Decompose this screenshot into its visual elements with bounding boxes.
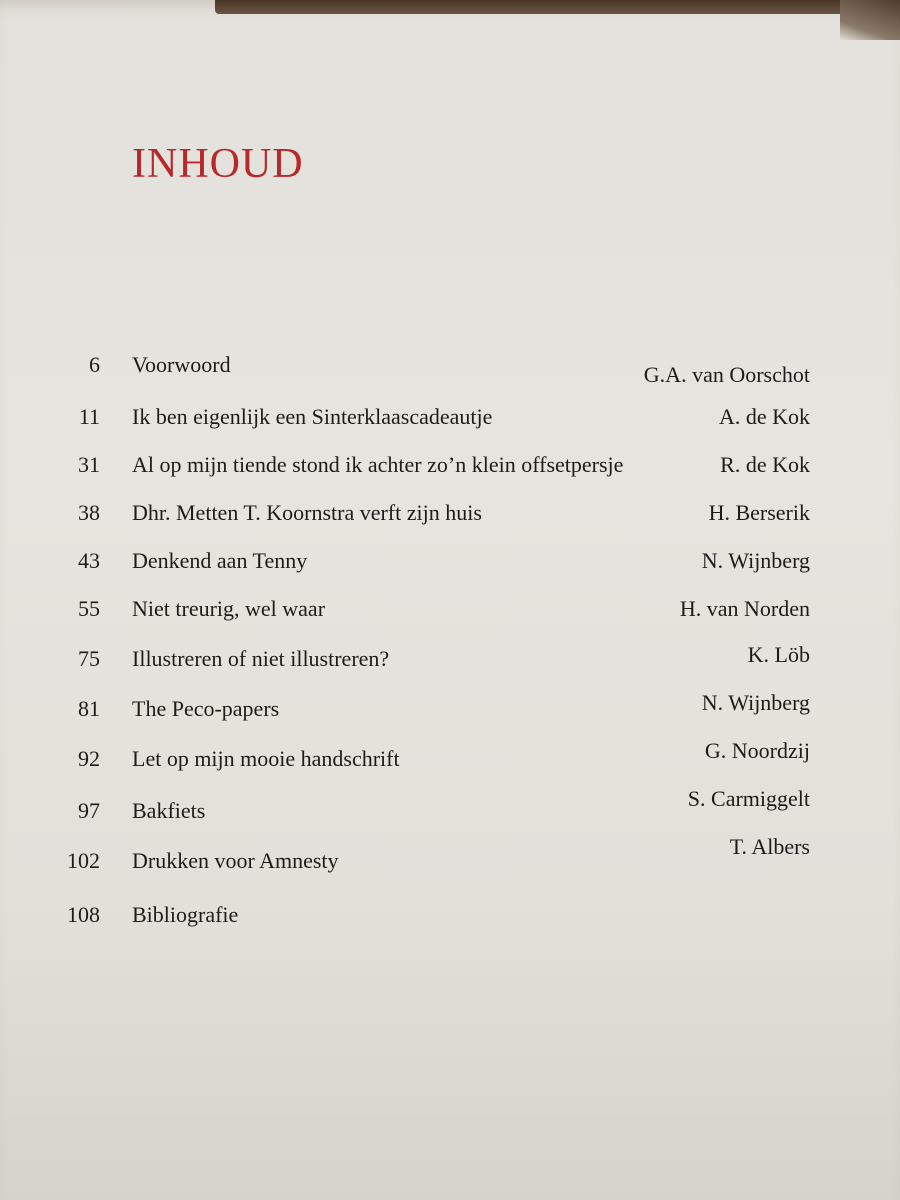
toc-page-number: 92: [78, 746, 100, 771]
toc-entry-author: K. Löb: [747, 642, 810, 667]
toc-entry-title: Illustreren of niet illustreren?: [132, 646, 390, 671]
toc-entry-author: N. Wijnberg: [701, 548, 810, 573]
toc-entry-author: G.A. van Oorschot: [643, 362, 810, 387]
book-cover-edge: [215, 0, 900, 14]
toc-page-number: 38: [78, 500, 100, 525]
page-heading: INHOUD: [132, 141, 304, 187]
toc-page-number: 31: [78, 452, 100, 477]
toc-entry-title: Let op mijn mooie handschrift: [132, 746, 400, 771]
toc-entry: [40, 596, 830, 636]
toc-page-number: 6: [89, 352, 100, 377]
toc-entry-title: Denkend aan Tenny: [132, 548, 308, 573]
toc-entry: [40, 786, 830, 838]
toc-entry-author: N. Wijnberg: [701, 690, 810, 715]
toc-entry: [40, 738, 830, 786]
toc-entry-title: Niet treurig, wel waar: [132, 596, 326, 621]
toc-entry-title: Dhr. Metten T. Koornstra verft zijn huis: [132, 500, 482, 525]
toc-entry: [40, 452, 830, 492]
toc-entry-title: The Peco-papers: [132, 696, 280, 721]
toc-entry: [40, 548, 830, 588]
toc-entry-author: S. Carmiggelt: [687, 786, 810, 811]
toc-entry-author: H. van Norden: [679, 596, 810, 621]
toc-page-number: 75: [78, 646, 100, 671]
toc-entry-author: G. Noordzij: [704, 738, 810, 763]
toc-page-number: 102: [67, 848, 100, 873]
toc-entry-author: T. Albers: [729, 834, 810, 859]
toc-entry-title: Ik ben eigenlijk een Sinterklaascadeautje: [132, 404, 493, 429]
toc-entry-title: Drukken voor Amnesty: [132, 848, 339, 873]
toc-entry-author: H. Berserik: [708, 500, 810, 525]
toc-entry: [40, 352, 830, 392]
book-cover-corner: [840, 0, 900, 40]
toc-page-number: 43: [78, 548, 100, 573]
toc-entry: [40, 690, 830, 736]
toc-entry: [40, 834, 830, 888]
toc-entry: [40, 902, 830, 942]
toc-entry-title: Bakfiets: [132, 798, 206, 823]
toc-entry-author: A. de Kok: [718, 404, 810, 429]
toc-page-number: 108: [67, 902, 100, 927]
toc-page-number: 81: [78, 696, 100, 721]
toc-entry: [40, 642, 830, 686]
toc-entry-title: Voorwoord: [132, 352, 231, 377]
toc-entry: [40, 404, 830, 444]
toc-entry-title: Bibliografie: [132, 902, 239, 927]
toc-entry-title: Al op mijn tiende stond ik achter zo’n klein offsetpersje: [132, 452, 624, 477]
toc-page-number: 97: [78, 798, 100, 823]
toc-page-number: 55: [78, 596, 100, 621]
toc-entry: [40, 500, 830, 540]
toc-entry-author: R. de Kok: [720, 452, 810, 477]
toc-page-number: 11: [78, 404, 100, 429]
